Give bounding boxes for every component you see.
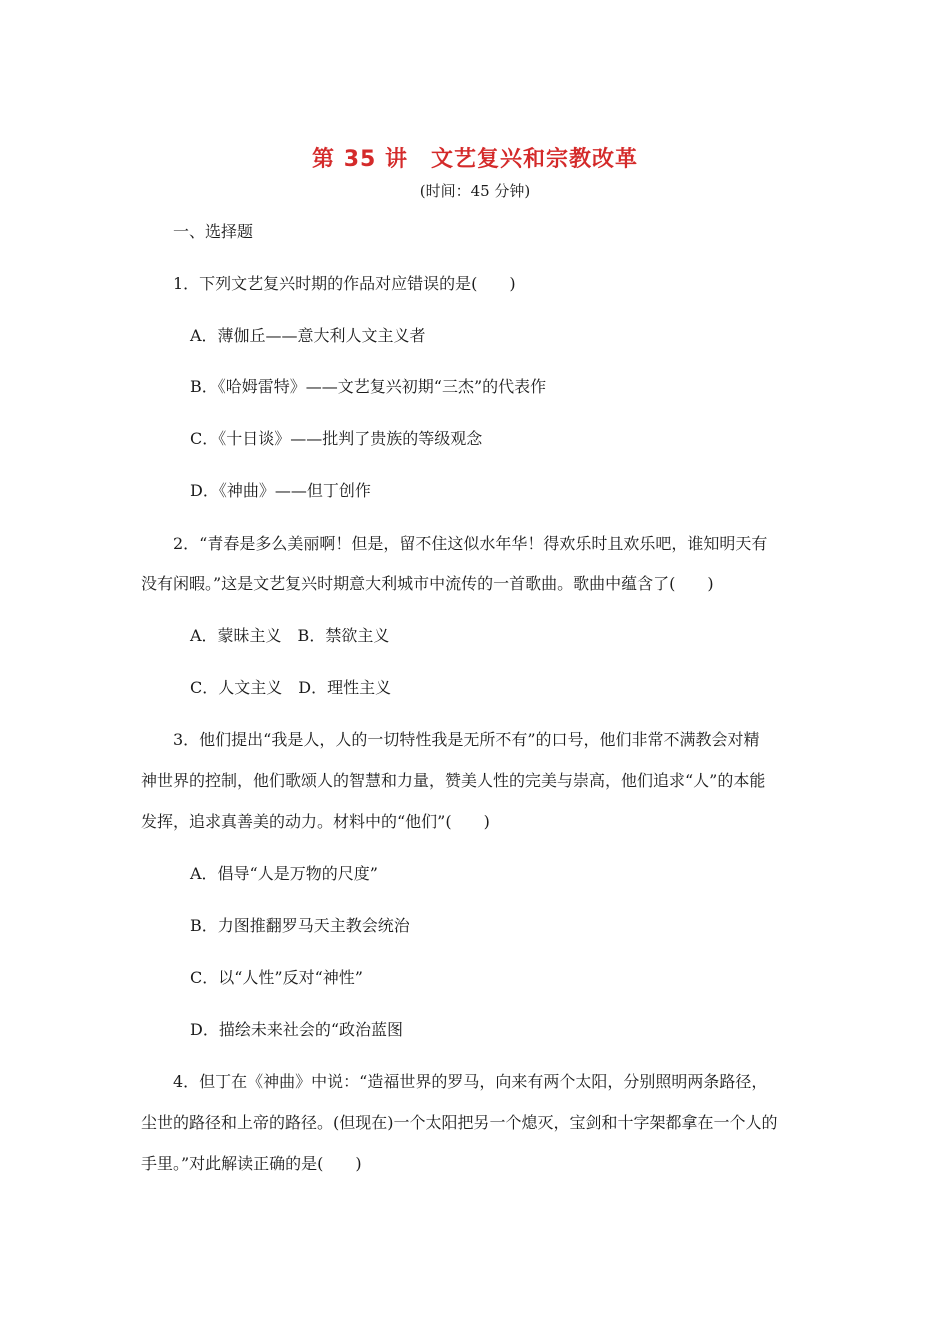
question-3-stem-continued-2: 发挥，追求真善美的动力。材料中的“他们”( ) (141, 812, 490, 831)
page-title: 第 35 讲 文艺复兴和宗教改革 (312, 147, 638, 172)
question-1-stem: 1．下列文艺复兴时期的作品对应错误的是( ) (173, 274, 516, 293)
question-3-option-b: B．力图推翻罗马天主教会统治 (190, 916, 410, 935)
question-1-option-a: A．薄伽丘——意大利人文主义者 (190, 326, 426, 345)
question-2-stem: 2．“青春是多么美丽啊！但是，留不住这似水年华！得欢乐时且欢乐吧，谁知明天有 (173, 534, 768, 553)
question-4-stem-continued: 尘世的路径和上帝的路径。(但现在)一个太阳把另一个熄灭，宝剑和十字架都拿在一个人的 (141, 1113, 778, 1132)
question-2-options-ab: A．蒙昧主义 B．禁欲主义 (190, 626, 390, 645)
question-2-options-cd: C．人文主义 D．理性主义 (190, 678, 392, 697)
question-2-stem-continued: 没有闲暇。”这是文艺复兴时期意大利城市中流传的一首歌曲。歌曲中蕴含了( ) (141, 574, 714, 593)
question-3-option-a: A．倡导“人是万物的尺度” (190, 864, 378, 883)
question-3-stem-continued: 神世界的控制，他们歌颂人的智慧和力量，赞美人性的完美与崇高，他们追求“人”的本能 (141, 771, 766, 790)
question-4-stem-continued-2: 手里。”对此解读正确的是( ) (141, 1154, 362, 1173)
question-1-option-c: C．《十日谈》——批判了贵族的等级观念 (190, 429, 483, 448)
question-3-option-c: C．以“人性”反对“神性” (190, 968, 363, 987)
question-3-stem: 3．他们提出“我是人，人的一切特性我是无所不有”的口号，他们非常不满教会对精 (173, 730, 760, 749)
page-subtitle: (时间：45 分钟) (419, 182, 531, 200)
question-1-option-b: B．《哈姆雷特》——文艺复兴初期“三杰”的代表作 (190, 377, 547, 396)
section-heading: 一、选择题 (173, 222, 254, 241)
question-1-option-d: D．《神曲》——但丁创作 (190, 481, 371, 500)
question-4-stem: 4．但丁在《神曲》中说：“造福世界的罗马，向来有两个太阳，分别照明两条路径， (173, 1072, 768, 1091)
question-3-option-d: D．描绘未来社会的“政治蓝图 (190, 1020, 404, 1039)
